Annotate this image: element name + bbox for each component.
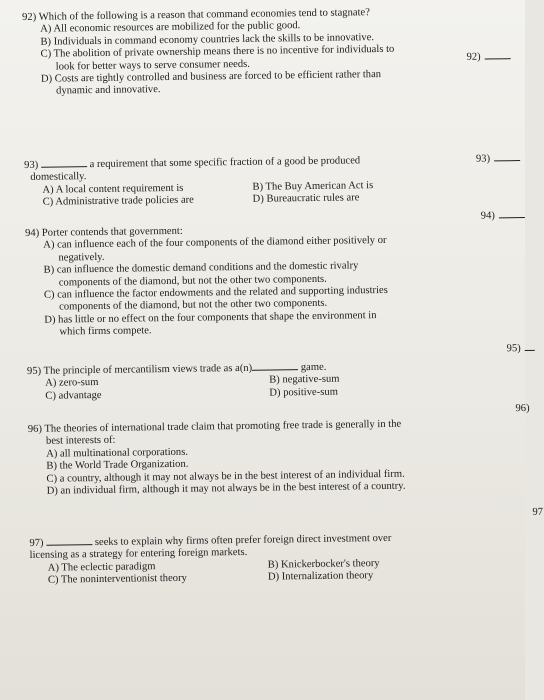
option-c[interactable]: C) The noninterventionist theory <box>47 572 187 586</box>
answer-slot-93[interactable]: 93) <box>476 151 520 165</box>
option-b[interactable]: B) can influence the domestic demand conditions and the domestic rivalry <box>43 260 359 276</box>
question-93 <box>24 151 495 209</box>
answer-slot-95[interactable]: 95) <box>507 341 535 354</box>
option-a[interactable]: A) All economic resources are mobilized for the public good. <box>40 20 301 36</box>
question-stem-end: game. <box>300 361 327 374</box>
question-stem: seeks to explain why firms often prefer foreign direct investment over <box>94 532 392 549</box>
answer-slot-94[interactable]: 94) <box>481 208 525 222</box>
question-stem: Porter contends that government: <box>41 225 183 239</box>
answer-slot-96[interactable]: 96) <box>515 402 530 415</box>
answer-slot-97[interactable]: 97 <box>532 506 544 518</box>
option-c[interactable]: C) a country, although it may not always be in the best interest of an individual firm. <box>46 468 405 485</box>
option-b[interactable]: B) Knickerbocker's theory <box>267 557 380 571</box>
option-d[interactable]: D) Internalization theory <box>267 570 374 583</box>
option-c-continued: components of the diamond, but not the other two components. <box>59 298 328 313</box>
question-stem-continued: licensing as a strategy for entering foreign markets. <box>29 547 248 562</box>
question-number: 92) <box>22 11 37 23</box>
option-a-continued: negatively. <box>58 251 105 264</box>
fill-in-blank[interactable] <box>252 360 298 371</box>
question-95 <box>27 357 498 403</box>
question-stem: a requirement that some specific fraction of a good be produced <box>89 155 361 171</box>
option-b[interactable]: B) The Buy American Act is <box>252 179 374 193</box>
fill-in-blank[interactable] <box>41 157 87 168</box>
option-a[interactable]: A) A local content requirement is <box>42 182 184 196</box>
question-number: 95) <box>26 365 42 377</box>
fill-in-blank[interactable] <box>46 535 92 546</box>
question-stem-continued: best interests of: <box>45 435 116 448</box>
option-d[interactable]: D) positive-sum <box>269 386 338 399</box>
option-b[interactable]: B) the World Trade Organization. <box>46 458 189 472</box>
question-stem: The principle of mercantilism views trade as a(n) <box>43 362 253 377</box>
answer-blank[interactable] <box>485 49 511 59</box>
option-d[interactable]: D) has little or no effect on the four components that shape the environment in <box>44 309 377 326</box>
answer-blank[interactable] <box>494 151 520 161</box>
question-number: 93) <box>24 159 39 171</box>
option-c[interactable]: C) Administrative trade policies are <box>42 194 194 208</box>
question-stem: The theories of international trade claim that promoting free trade is generally in the <box>44 418 402 435</box>
option-b[interactable]: B) Individuals in command economy countries lack the skills to be innovative. <box>40 31 375 48</box>
option-b-continued: components of the diamond, but not the other two components. <box>58 273 327 289</box>
option-d[interactable]: D) Costs are tightly controlled and business are forced to be efficient rather than <box>40 69 382 85</box>
option-c-continued: look for better ways to serve consumer needs. <box>55 58 250 73</box>
option-a[interactable]: A) The eclectic paradigm <box>47 561 156 574</box>
question-97 <box>29 529 500 587</box>
option-a[interactable]: A) all multinational corporations. <box>46 446 189 460</box>
question-96 <box>28 417 499 498</box>
option-c[interactable]: C) can influence the factor endowments and the related and supporting industries <box>43 284 388 301</box>
option-a[interactable]: A) can influence each of the four components of the diamond either positively or <box>43 235 387 252</box>
option-a[interactable]: A) zero-sum <box>45 377 99 390</box>
option-d-continued: which firms compete. <box>59 325 152 338</box>
option-d[interactable]: D) an individual firm, although it may not always be in the best interest of a country. <box>46 480 406 497</box>
answer-blank[interactable] <box>525 341 535 351</box>
question-number: 94) <box>25 227 40 239</box>
question-stem: Which of the following is a reason that command economies tend to stagnate? <box>38 7 370 23</box>
question-number: 96) <box>27 423 43 435</box>
option-b[interactable]: B) negative-sum <box>269 374 340 386</box>
question-94 <box>25 221 497 339</box>
answer-slot-92[interactable]: 92) <box>466 49 510 63</box>
question-92 <box>22 5 493 98</box>
answer-blank[interactable] <box>499 208 525 218</box>
option-c[interactable]: C) advantage <box>45 389 102 402</box>
option-c[interactable]: C) The abolition of private ownership means there is no incentive for individuals to <box>40 44 395 60</box>
option-d[interactable]: D) Bureaucratic rules are <box>252 192 360 206</box>
question-stem-continued: domestically. <box>30 171 87 184</box>
question-number: 97) <box>29 537 44 549</box>
option-d-continued: dynamic and innovative. <box>56 84 161 97</box>
